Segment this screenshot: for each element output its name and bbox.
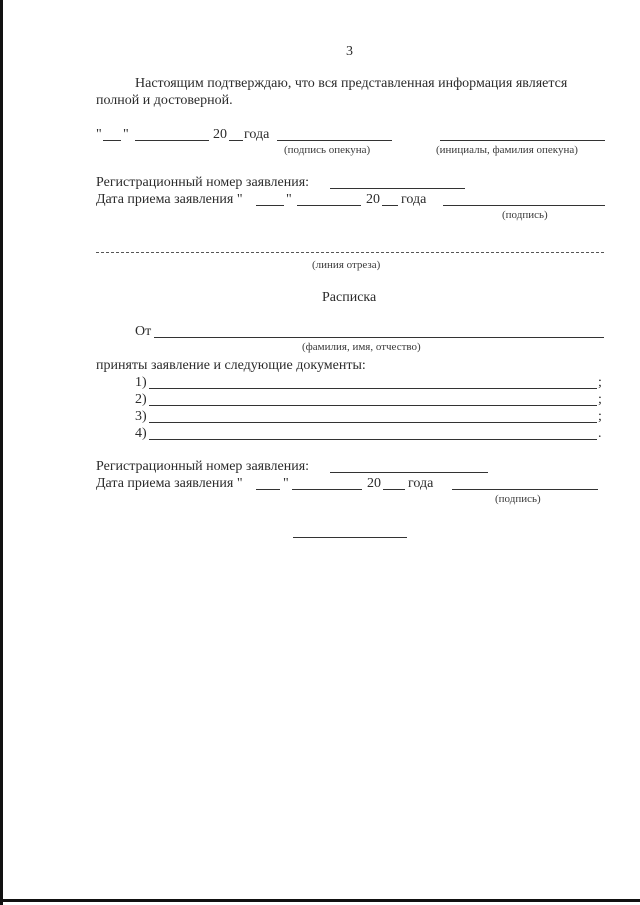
receipt-reg-number-label: Регистрационный номер заявления: <box>96 459 310 474</box>
date-close-quote: " <box>123 127 129 142</box>
reg-year-suffix: года <box>401 192 427 207</box>
doc-item-3-field[interactable] <box>149 422 597 423</box>
doc-item-3-num: 3) <box>135 409 147 424</box>
doc-item-1-field[interactable] <box>149 388 597 389</box>
guardian-initials-caption: (инициалы, фамилия опекуна) <box>436 144 578 156</box>
receipt-fio-caption: (фамилия, имя, отчество) <box>302 341 421 353</box>
doc-item-2-field[interactable] <box>149 405 597 406</box>
receipt-year-suffix: года <box>408 476 434 491</box>
doc-item-1-num: 1) <box>135 375 147 390</box>
receipt-signature-caption: (подпись) <box>495 493 541 505</box>
guardian-initials-field[interactable] <box>440 140 605 141</box>
cut-line <box>96 252 604 253</box>
page-number: 3 <box>346 44 353 59</box>
receipt-reg-number-field[interactable] <box>330 472 488 473</box>
reg-year-blank[interactable] <box>382 205 398 206</box>
receipt-date-close-quote: " <box>283 476 289 491</box>
receipt-day-blank[interactable] <box>256 489 280 490</box>
receipt-signature-field[interactable] <box>452 489 598 490</box>
receipt-month-blank[interactable] <box>292 489 362 490</box>
guardian-signature-caption: (подпись опекуна) <box>284 144 371 156</box>
reg-day-blank[interactable] <box>256 205 284 206</box>
receipt-year-blank[interactable] <box>383 489 405 490</box>
doc-item-2-num: 2) <box>135 392 147 407</box>
receipt-from-label: От <box>135 324 152 339</box>
doc-item-2-end: ; <box>598 392 602 407</box>
year-suffix: года <box>244 127 270 142</box>
doc-item-1-end: ; <box>598 375 602 390</box>
month-blank[interactable] <box>135 140 209 141</box>
receipt-date-label: Дата приема заявления " <box>96 476 243 491</box>
reg-number-label: Регистрационный номер заявления: <box>96 175 310 190</box>
receipt-fio-field[interactable] <box>154 337 604 338</box>
reg-number-field[interactable] <box>330 188 465 189</box>
reg-month-blank[interactable] <box>297 205 361 206</box>
guardian-signature-field[interactable] <box>277 140 392 141</box>
reg-signature-caption: (подпись) <box>502 209 548 221</box>
cut-line-caption: (линия отреза) <box>312 259 381 271</box>
receipt-title: Расписка <box>322 290 377 305</box>
day-blank[interactable] <box>103 140 121 141</box>
doc-item-4-field[interactable] <box>149 439 597 440</box>
doc-item-3-end: ; <box>598 409 602 424</box>
year-prefix: 20 <box>213 127 227 142</box>
confirmation-line-1: Настоящим подтверждаю, что вся представленная информация является <box>135 76 568 91</box>
doc-item-4-num: 4) <box>135 426 147 441</box>
page-border-left <box>0 0 3 905</box>
reg-date-label: Дата приема заявления " <box>96 192 243 207</box>
year-blank[interactable] <box>229 140 243 141</box>
page-border-bottom <box>0 899 640 902</box>
reg-year-prefix: 20 <box>366 192 380 207</box>
reg-date-close-quote: " <box>286 192 292 207</box>
date-open-quote: " <box>96 127 102 142</box>
reg-signature-field[interactable] <box>443 205 605 206</box>
confirmation-line-2: полной и достоверной. <box>96 93 233 108</box>
closing-rule <box>293 537 407 538</box>
receipt-year-prefix: 20 <box>367 476 381 491</box>
receipt-accepted-text: приняты заявление и следующие документы: <box>96 358 366 373</box>
doc-item-4-end: . <box>598 426 602 441</box>
